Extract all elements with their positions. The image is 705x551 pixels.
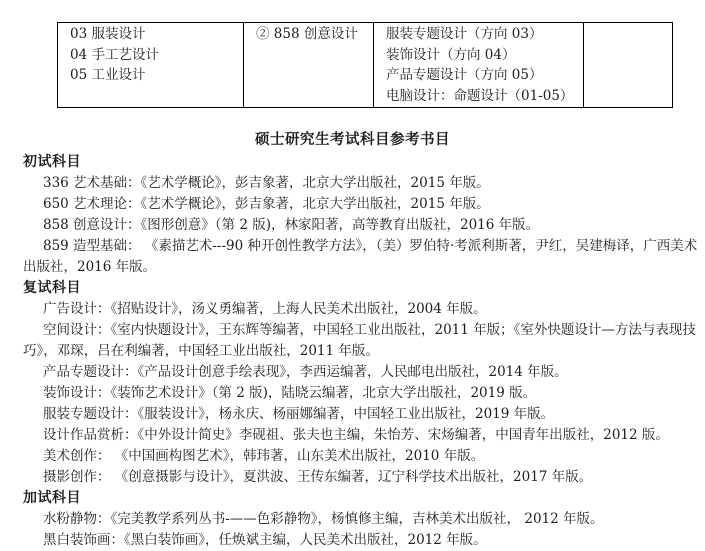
subject-line: ② 858 创意设计 [256, 26, 358, 42]
cell-exams [374, 23, 584, 108]
book-item: 服装专题设计：《服装设计》，杨永庆、杨丽娜编著，中国轻工业出版社，2019 年版。 [43, 406, 555, 422]
exam-line: 电脑设计：命题设计（01-05） [386, 87, 574, 104]
exam-line: 产品专题设计（方向 05） [386, 67, 543, 83]
book-item: 设计作品赏析：《中外设计简史》李砚祖、张夫也主编，朱怡芳、宋炀编著，中国青年出版社，2012 版。 [43, 427, 669, 443]
section-heading-additional: 加试科目 [23, 490, 81, 506]
cell-subject [244, 23, 374, 108]
section-heading-first-exam: 初试科目 [23, 154, 81, 170]
direction-line: 03 服装设计 [70, 26, 146, 42]
reference-list [23, 152, 700, 551]
book-item: 858 创意设计：《图形创意》（第 2 版)，林家阳著，高等教育出版社，2016 年版。 [43, 217, 540, 233]
exam-line: 装饰设计（方向 04） [386, 46, 516, 63]
book-item: 水粉静物：《完美教学系列丛书-——色彩静物》，杨慎修主编，吉林美术出版社， 2012 年版。 [43, 511, 604, 527]
book-item: 摄影创作： 《创意摄影与设计》，夏洪波、王传东编著，辽宁科学技术出版社，2017 年版。 [43, 469, 593, 485]
book-item: 装饰设计：《装饰艺术设计》（第 2 版)，陆晓云编著，北京大学出版社，2019 版。 [43, 385, 537, 401]
program-subjects-table [57, 22, 673, 108]
book-item: 广告设计：《招贴设计》，汤义勇编著，上海人民美术出版社，2004 年版。 [43, 301, 487, 317]
direction-line: 05 工业设计 [70, 67, 146, 83]
book-item: 336 艺术基础：《艺术学概论》，彭吉象著，北京大学出版社，2015 年版。 [43, 175, 490, 191]
book-item: 空间设计：《室内快题设计》，王东辉等编著，中国轻工业出版社，2011 年版；《室外快题设计—方法与表现技巧》，邓琛，吕在利编著，中国轻工业出版社，2011 年版。 [23, 322, 696, 359]
section-heading-retest: 复试科目 [23, 280, 81, 296]
book-item: 859 造型基础： 《素描艺术---90 种开创性教学方法》，（美）罗伯特·考派利斯著，尹红，吴建梅译，广西美术出版社，2016 年版。 [23, 238, 698, 275]
page-title: 硕士研究生考试科目参考书目 [255, 132, 450, 148]
cell-directions [58, 23, 244, 108]
book-item: 黑白装饰画：《黑白装饰画》，任焕斌主编，人民美术出版社，2012 年版。 [43, 532, 487, 548]
direction-line: 04 手工艺设计 [70, 46, 159, 63]
exam-line: 服装专题设计（方向 03） [386, 26, 543, 42]
cell-empty [584, 23, 673, 108]
book-item: 美术创作： 《中国画构图艺术》，韩玮著，山东美术出版社，2010 年版。 [43, 448, 485, 464]
table-row [58, 23, 673, 108]
book-item: 650 艺术理论：《艺术学概论》，彭吉象著，北京大学出版社，2015 年版。 [43, 196, 490, 212]
book-item: 产品专题设计：《产品设计创意手绘表现》，李西运编著，人民邮电出版社，2014 年版。 [43, 364, 568, 380]
